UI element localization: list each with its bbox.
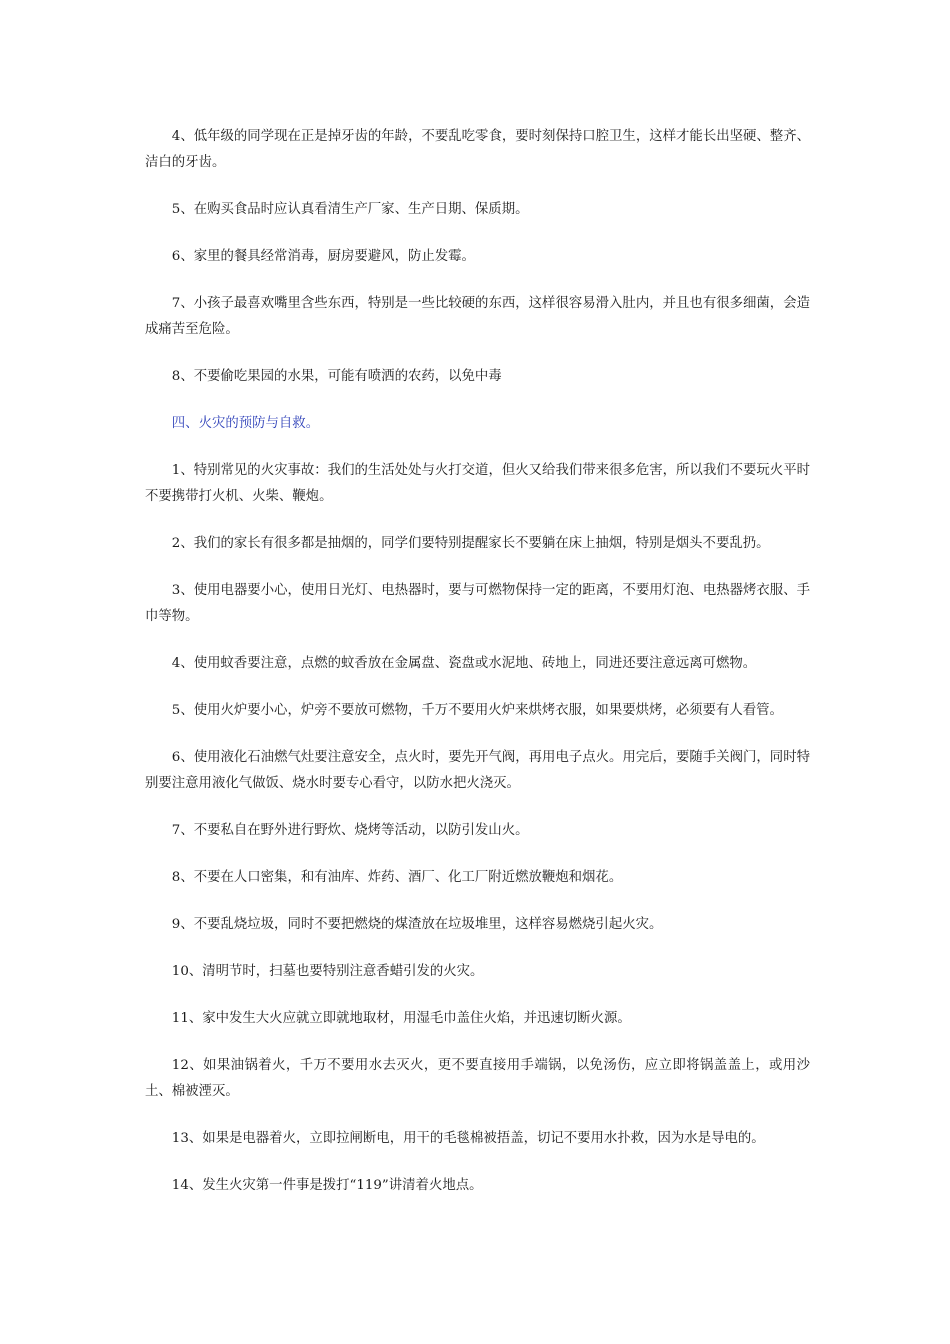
paragraph-fire-2: 2、我们的家长有很多都是抽烟的，同学们要特别提醒家长不要躺在床上抽烟，特别是烟头不要乱扔。	[171, 536, 770, 551]
paragraph-fire-13: 13、如果是电器着火，立即拉闸断电，用干的毛毯棉被捂盖，切记不要用水扑救，因为水是导电的。	[171, 1131, 765, 1146]
paragraph-fire-5: 5、使用火炉要小心，炉旁不要放可燃物，千万不要用火炉来烘烤衣服，如果要烘烤，必须要有人看管。	[171, 703, 783, 718]
paragraph-item-8: 8、不要偷吃果园的水果，可能有喷洒的农药，以免中毒	[171, 369, 502, 384]
document-body	[145, 124, 810, 1220]
paragraph-fire-6: 6、使用液化石油燃气灶要注意安全，点火时，要先开气阀，再用电子点火。用完后，要随手关阀门，同时特别要注意用液化气做饭、烧水时要专心看守，以防水把火浇灭。	[145, 750, 810, 791]
paragraph-fire-3: 3、使用电器要小心，使用日光灯、电热器时，要与可燃物保持一定的距离，不要用灯泡、电热器烤衣服、手巾等物。	[145, 583, 810, 624]
paragraph-item-4: 4、低年级的同学现在正是掉牙齿的年龄，不要乱吃零食，要时刻保持口腔卫生，这样才能长出坚硬、整齐、洁白的牙齿。	[145, 129, 810, 170]
paragraph-fire-8: 8、不要在人口密集，和有油库、炸药、酒厂、化工厂附近燃放鞭炮和烟花。	[171, 870, 623, 885]
paragraph-fire-9: 9、不要乱烧垃圾，同时不要把燃烧的煤渣放在垃圾堆里，这样容易燃烧引起火灾。	[171, 917, 663, 932]
paragraph-item-7: 7、小孩子最喜欢嘴里含些东西，特别是一些比较硬的东西，这样很容易滑入肚内，并且也有很多细菌，会造成痛苦至危险。	[145, 296, 810, 337]
paragraph-item-5: 5、在购买食品时应认真看清生产厂家、生产日期、保质期。	[171, 202, 529, 217]
paragraph-fire-14: 14、发生火灾第一件事是拨打“119”讲清着火地点。	[171, 1178, 483, 1193]
paragraph-fire-1: 1、特别常见的火灾事故：我们的生活处处与火打交道，但火又给我们带来很多危害，所以我们不要玩火平时不要携带打火机、火柴、鞭炮。	[145, 463, 810, 504]
paragraph-fire-10: 10、清明节时，扫墓也要特别注意香蜡引发的火灾。	[171, 964, 484, 979]
paragraph-fire-7: 7、不要私自在野外进行野炊、烧烤等活动，以防引发山火。	[171, 823, 529, 838]
section-heading-fire: 四、火灾的预防与自救。	[171, 416, 320, 431]
paragraph-fire-11: 11、家中发生大火应就立即就地取材，用湿毛巾盖住火焰，并迅速切断火源。	[171, 1011, 631, 1026]
paragraph-item-6: 6、家里的餐具经常消毒，厨房要避风，防止发霉。	[171, 249, 475, 264]
paragraph-fire-4: 4、使用蚊香要注意，点燃的蚊香放在金属盘、瓷盘或水泥地、砖地上，同进还要注意远离可燃物。	[171, 656, 757, 671]
paragraph-fire-12: 12、如果油锅着火，千万不要用水去灭火，更不要直接用手端锅，以免汤伤，应立即将锅盖盖上，或用沙土、棉被湮灭。	[145, 1058, 810, 1099]
